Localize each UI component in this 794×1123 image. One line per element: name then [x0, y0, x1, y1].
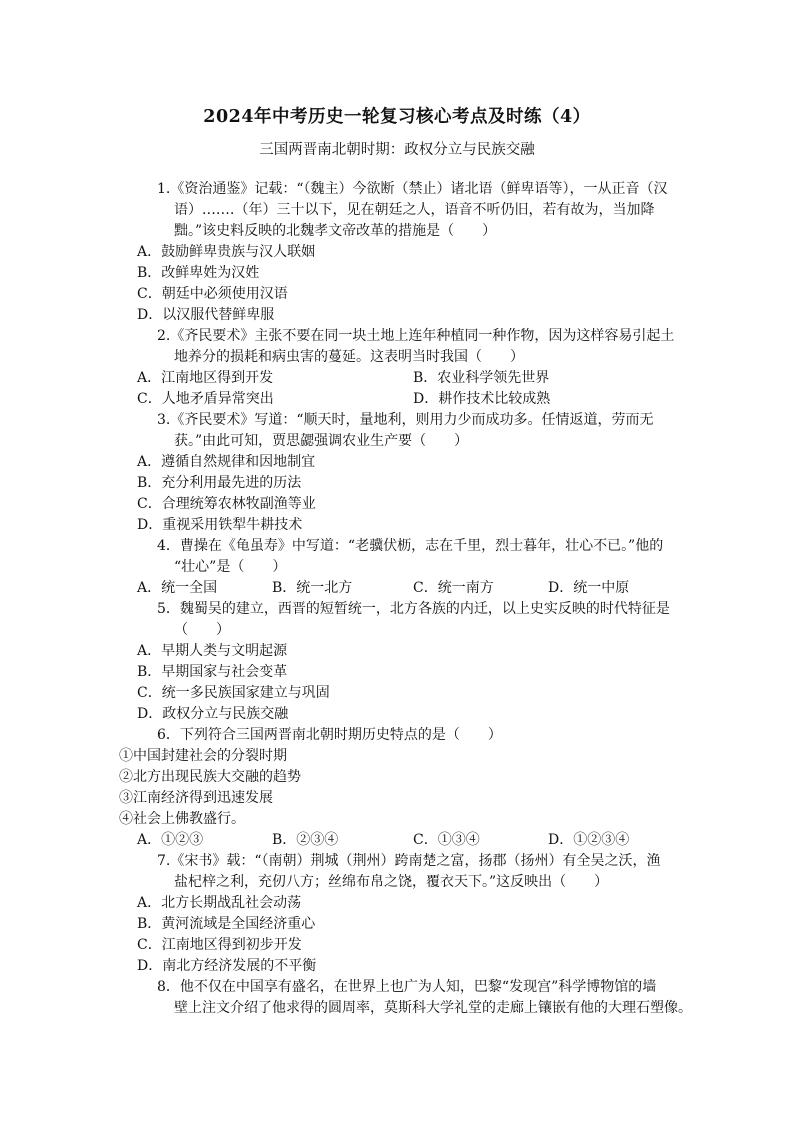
question-2-option-a: A．江南地区得到开发	[137, 370, 274, 386]
question-6-option-c: C．①③④	[413, 832, 480, 848]
question-1-line-3: 黜。”该史料反映的北魏孝文帝改革的措施是（ ）	[174, 223, 497, 239]
page-title: 2024年中考历史一轮复习核心考点及时练（4）	[203, 107, 591, 127]
question-2-line-1: 2.《齐民要术》主张不要在同一块土地上连年种植同一种作物，因为这样容易引起土	[157, 328, 675, 344]
question-2-option-d: D．耕作技术比较成熟	[413, 391, 551, 407]
question-4-option-c: C．统一南方	[413, 580, 494, 596]
question-5-line-1: 5．魏蜀吴的建立，西晋的短暂统一，北方各族的内迁，以上史实反映的时代特征是	[157, 601, 670, 617]
page-subtitle: 三国两晋南北朝时期：政权分立与民族交融	[259, 142, 535, 158]
question-5-option-c: C．统一多民族国家建立与巩固	[137, 685, 330, 701]
question-6-option-d: D．①②③④	[548, 832, 630, 848]
question-2-line-2: 地养分的损耗和病虫害的蔓延。这表明当时我国（ ）	[174, 349, 524, 365]
question-5-option-a: A．早期人类与文明起源	[137, 643, 288, 659]
question-4-option-a: A．统一全国	[137, 580, 218, 596]
question-3-option-d: D．重视采用铁犁牛耕技术	[137, 517, 303, 533]
question-8-line-2: 壁上注文介绍了他求得的圆周率，莫斯科大学礼堂的走廊上镶嵌有他的大理石塑像。	[174, 1000, 692, 1016]
question-6-item-1: ①中国封建社会的分裂时期	[119, 748, 287, 764]
question-4-line-2: “壮心”是（ ）	[174, 559, 287, 575]
question-6-option-a: A．①②③	[137, 832, 204, 848]
question-7-option-b: B．黄河流域是全国经济重心	[137, 916, 316, 932]
question-4-option-b: B．统一北方	[272, 580, 353, 596]
question-1-line-1: 1.《资治通鉴》记载：“（魏主）今欲断（禁止）诸北语（鲜卑语等），一从正音（汉	[157, 181, 668, 197]
question-6-item-3: ③江南经济得到迅速发展	[119, 790, 273, 806]
question-6-item-4: ④社会上佛教盛行。	[119, 811, 245, 827]
question-3-option-b: B．充分利用最先进的历法	[137, 475, 302, 491]
question-4-line-1: 4．曹操在《龟虽寿》中写道：“老骥伏枥，志在千里，烈士暮年，壮心不已。”他的	[157, 538, 664, 554]
question-7-line-1: 7.《宋书》载：“（南朝）荆城（荆州）跨南楚之富，扬郡（扬州）有全吴之沃，渔	[157, 853, 661, 869]
question-7-option-c: C．江南地区得到初步开发	[137, 937, 302, 953]
question-8-line-1: 8．他不仅在中国享有盛名，在世界上也广为人知，巴黎“发现宫”科学博物馆的墙	[157, 979, 657, 995]
question-1-option-b: B．改鲜卑姓为汉姓	[137, 265, 260, 281]
question-7-line-2: 盐杞梓之利，充仞八方；丝绵布帛之饶，覆衣天下。”这反映出（ ）	[174, 874, 609, 890]
question-7-option-d: D．南北方经济发展的不平衡	[137, 958, 317, 974]
question-5-option-d: D．政权分立与民族交融	[137, 706, 289, 722]
question-3-option-c: C．合理统筹农林牧副渔等业	[137, 496, 316, 512]
question-1-line-2: 语）.……（年）三十以下，见在朝廷之人，语音不听仍旧，若有故为，当加降	[174, 202, 655, 218]
question-4-option-d: D．统一中原	[548, 580, 630, 596]
question-2-option-c: C．人地矛盾异常突出	[137, 391, 274, 407]
question-3-option-a: A．遵循自然规律和因地制宜	[137, 454, 316, 470]
question-6-item-2: ②北方出现民族大交融的趋势	[119, 769, 301, 785]
question-5-line-2: （ ）	[174, 622, 230, 638]
question-7-option-a: A．北方长期战乱社会动荡	[137, 895, 302, 911]
question-3-line-1: 3.《齐民要术》写道：“顺天时，量地利，则用力少而成功多。任情返道，劳而无	[157, 412, 654, 428]
question-6-option-b: B．②③④	[272, 832, 339, 848]
question-6-line-1: 6．下列符合三国两晋南北朝时期历史特点的是（ ）	[157, 727, 502, 743]
question-1-option-c: C．朝廷中必须使用汉语	[137, 286, 288, 302]
question-5-option-b: B．早期国家与社会变革	[137, 664, 288, 680]
question-1-option-d: D．以汉服代替鲜卑服	[137, 307, 275, 323]
question-2-option-b: B．农业科学领先世界	[413, 370, 550, 386]
question-3-line-2: 获。”由此可知，贾思勰强调农业生产要（ ）	[174, 433, 469, 449]
question-1-option-a: A．鼓励鲜卑贵族与汉人联姻	[137, 244, 316, 260]
